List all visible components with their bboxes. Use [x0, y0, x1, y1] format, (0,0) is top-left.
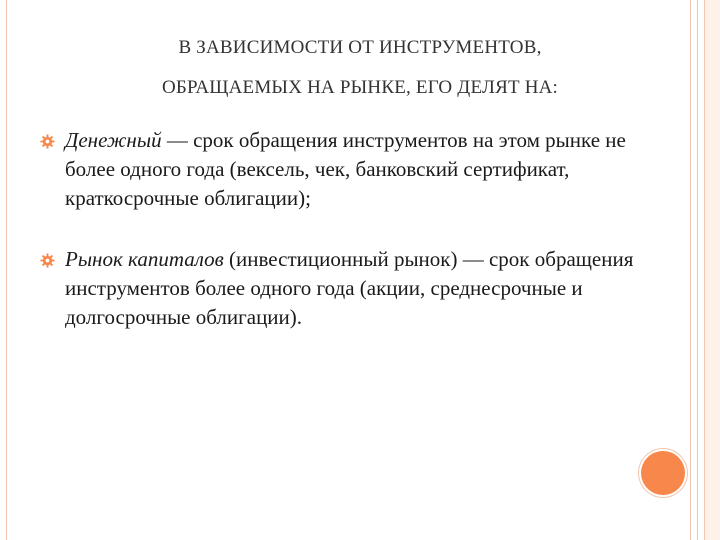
gear-icon — [40, 253, 55, 268]
left-border-line — [6, 0, 7, 540]
right-decor-band — [704, 0, 720, 540]
bullet-term: Денежный — [65, 128, 162, 152]
title-line-1: В ЗАВИСИМОСТИ ОТ ИНСТРУМЕНТОВ, — [178, 37, 542, 58]
list-item — [40, 126, 640, 213]
bullet-text: — срок обращения инструментов на этом рынке не более одного года (вексель, чек, банковский сертификат, краткосрочные облигации); — [65, 128, 626, 210]
bullet-text: (инвестиционный рынок) — срок обращения инструментов более одного года (акции, среднесрочные и долгосрочные облигации). — [65, 247, 634, 329]
right-border-line — [690, 0, 691, 540]
right-border-line — [697, 0, 698, 540]
right-border-line — [704, 0, 705, 540]
title-line-2: ОБРАЩАЕМЫХ НА РЫНКЕ, ЕГО ДЕЛЯТ НА: — [161, 77, 559, 98]
decorative-circle — [641, 451, 685, 495]
bullet-term: Рынок капиталов — [65, 247, 224, 271]
slide-title — [80, 28, 640, 108]
gear-icon — [40, 134, 55, 149]
list-item — [40, 245, 640, 332]
bullet-list — [40, 126, 640, 364]
